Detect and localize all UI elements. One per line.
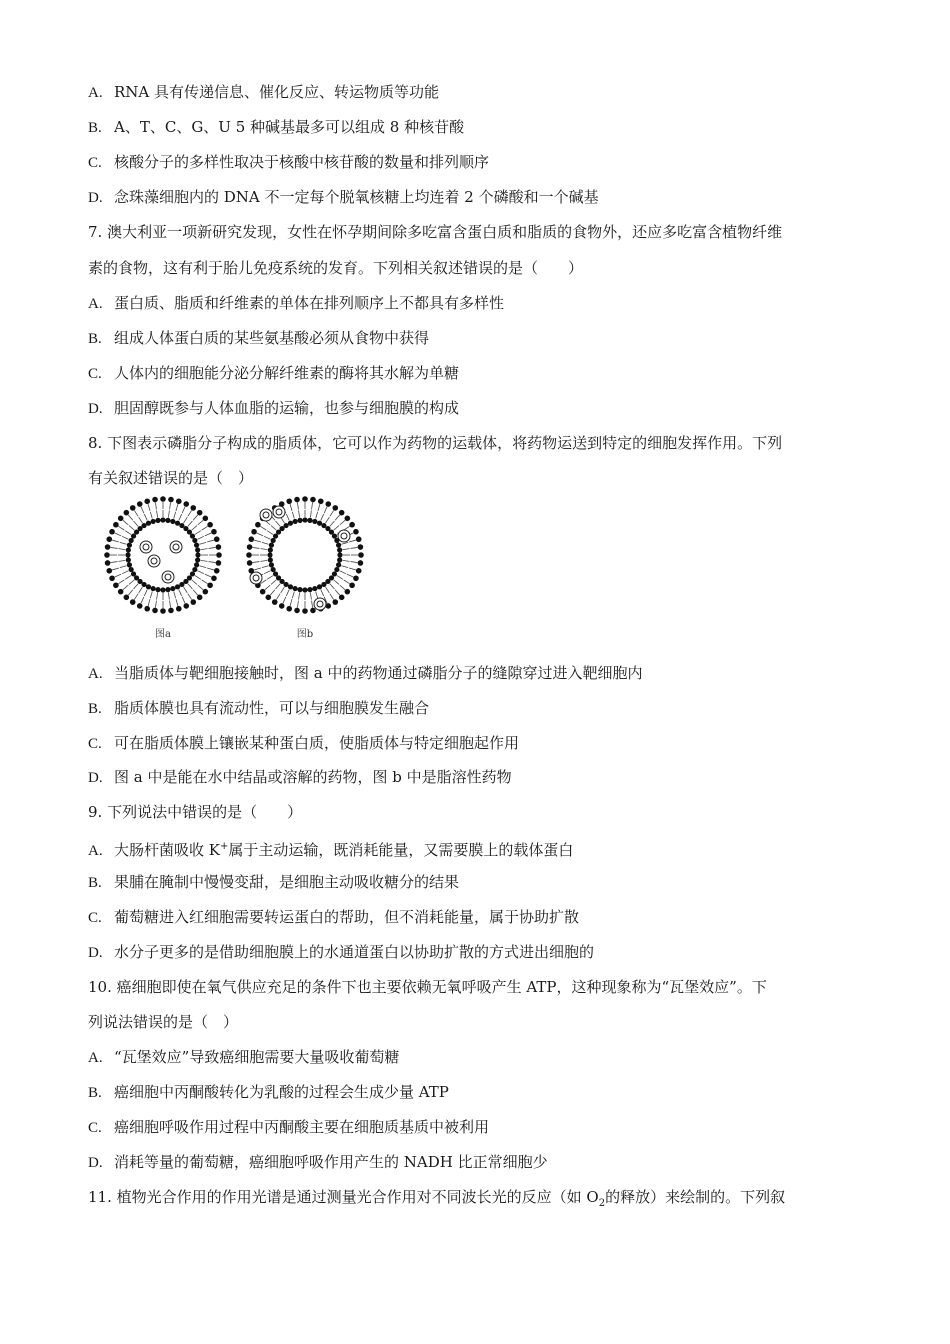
option-text: 癌细胞中丙酮酸转化为乳酸的过程会生成少量 ATP xyxy=(114,1083,449,1101)
option-label: B. xyxy=(88,331,102,347)
figure-a-label: 图a xyxy=(155,629,171,640)
q10-option-b xyxy=(88,1082,449,1103)
option-label: A. xyxy=(88,666,103,682)
q11-stem-line1 xyxy=(88,1187,785,1214)
q7-option-d xyxy=(88,398,459,419)
q7-option-b xyxy=(88,328,429,349)
option-label: C. xyxy=(88,736,102,752)
option-label: D. xyxy=(88,190,103,206)
figure-b-label: 图b xyxy=(296,629,314,640)
q9-option-d xyxy=(88,942,594,963)
option-label: C. xyxy=(88,910,102,926)
option-label: D. xyxy=(88,770,103,786)
option-label: A. xyxy=(88,1050,103,1066)
option-label: C. xyxy=(88,155,102,171)
q8-option-a xyxy=(88,663,642,684)
option-text: 胆固醇既参与人体血脂的运输，也参与细胞膜的构成 xyxy=(114,399,460,417)
q6-option-b xyxy=(88,117,464,138)
q10-option-a xyxy=(88,1047,399,1068)
option-label: D. xyxy=(88,945,103,961)
q11-text-pre: 11. 植物光合作用的作用光谱是通过测量光合作用对不同波长光的反应（如 O xyxy=(88,1188,599,1206)
option-text-pre: 大肠杆菌吸收 K xyxy=(114,841,220,859)
subscript-2: 2 xyxy=(598,1198,606,1209)
q10-option-d xyxy=(88,1152,548,1173)
q10-stem-line1: 10. 癌细胞即使在氧气供应充足的条件下也主要依赖无氧呼吸产生 ATP，这种现象称为“瓦堡效应”。下 xyxy=(88,978,767,996)
q8-option-d xyxy=(88,767,512,788)
liposome-figure xyxy=(100,495,370,645)
option-text: 癌细胞呼吸作用过程中丙酮酸主要在细胞质基质中被利用 xyxy=(114,1118,490,1136)
option-text: 脂质体膜也具有流动性，可以与细胞膜发生融合 xyxy=(114,699,430,717)
option-text: 人体内的细胞能分泌分解纤维素的酶将其水解为单糖 xyxy=(114,364,460,382)
option-text: RNA 具有传递信息、催化反应、转运物质等功能 xyxy=(114,83,440,101)
q8-stem-line2: 有关叙述错误的是（ ） xyxy=(88,469,254,487)
option-label: B. xyxy=(88,701,102,717)
option-label: C. xyxy=(88,366,102,382)
option-text: “瓦堡效应”导致癌细胞需要大量吸收葡萄糖 xyxy=(114,1048,400,1066)
option-label: A. xyxy=(88,85,103,101)
q6-option-a xyxy=(88,82,439,103)
q9-option-c xyxy=(88,907,579,928)
q9-option-b xyxy=(88,872,459,893)
option-label: B. xyxy=(88,120,102,136)
option-text: 消耗等量的葡萄糖，癌细胞呼吸作用产生的 NADH 比正常细胞少 xyxy=(114,1153,548,1171)
q6-option-c xyxy=(88,152,489,173)
q7-stem-line1: 7. 澳大利亚一项新研究发现，女性在怀孕期间除多吃富含蛋白质和脂质的食物外，还应多吃富含植物纤维 xyxy=(88,223,783,241)
liposome-a-diagram xyxy=(104,496,222,614)
q7-option-a xyxy=(88,293,504,314)
option-label: C. xyxy=(88,1120,102,1136)
option-text: 核酸分子的多样性取决于核酸中核苷酸的数量和排列顺序 xyxy=(114,153,490,171)
option-label: A. xyxy=(88,843,103,859)
q8-option-c xyxy=(88,733,519,754)
option-text: 水分子更多的是借助细胞膜上的水通道蛋白以协助扩散的方式进出细胞的 xyxy=(114,943,595,961)
superscript-plus: + xyxy=(219,841,229,852)
option-text: 念珠藻细胞内的 DNA 不一定每个脱氧核糖上均连着 2 个磷酸和一个碱基 xyxy=(114,188,599,206)
option-label: A. xyxy=(88,296,103,312)
q10-stem-line2: 列说法错误的是（ ） xyxy=(88,1013,239,1031)
q6-option-d xyxy=(88,187,599,208)
option-text-post: 属于主动运输，既消耗能量，又需要膜上的载体蛋白 xyxy=(228,841,574,859)
option-text: 图 a 中是能在水中结晶或溶解的药物，图 b 中是脂溶性药物 xyxy=(114,768,512,786)
option-text: A、T、C、G、U 5 种碱基最多可以组成 8 种核苷酸 xyxy=(114,118,465,136)
option-text: 蛋白质、脂质和纤维素的单体在排列顺序上不都具有多样性 xyxy=(114,294,505,312)
option-label: D. xyxy=(88,401,103,417)
option-text: 当脂质体与靶细胞接触时，图 a 中的药物通过磷脂分子的缝隙穿过进入靶细胞内 xyxy=(114,664,643,682)
q8-stem-line1: 8. 下图表示磷脂分子构成的脂质体，它可以作为药物的运载体，将药物运送到特定的细胞发挥作用。下列 xyxy=(88,434,783,452)
q8-option-b xyxy=(88,698,429,719)
liposome-b-diagram xyxy=(246,496,364,614)
option-label: B. xyxy=(88,875,102,891)
option-label: D. xyxy=(88,1155,103,1171)
option-text: 果脯在腌制中慢慢变甜，是细胞主动吸收糖分的结果 xyxy=(114,873,460,891)
option-text: 可在脂质体膜上镶嵌某种蛋白质，使脂质体与特定细胞起作用 xyxy=(114,734,520,752)
option-label: B. xyxy=(88,1085,102,1101)
q7-stem-line2: 素的食物，这有利于胎儿免疫系统的发育。下列相关叙述错误的是（ ） xyxy=(88,259,584,277)
q11-text-post: 的释放）来绘制的。下列叙 xyxy=(605,1188,786,1206)
option-text: 葡萄糖进入红细胞需要转运蛋白的帮助，但不消耗能量，属于协助扩散 xyxy=(114,908,580,926)
q9-stem: 9. 下列说法中错误的是（ ） xyxy=(88,803,303,821)
option-text: 组成人体蛋白质的某些氨基酸必须从食物中获得 xyxy=(114,329,430,347)
q7-option-c xyxy=(88,363,459,384)
q9-option-a xyxy=(88,837,573,861)
q10-option-c xyxy=(88,1117,489,1138)
